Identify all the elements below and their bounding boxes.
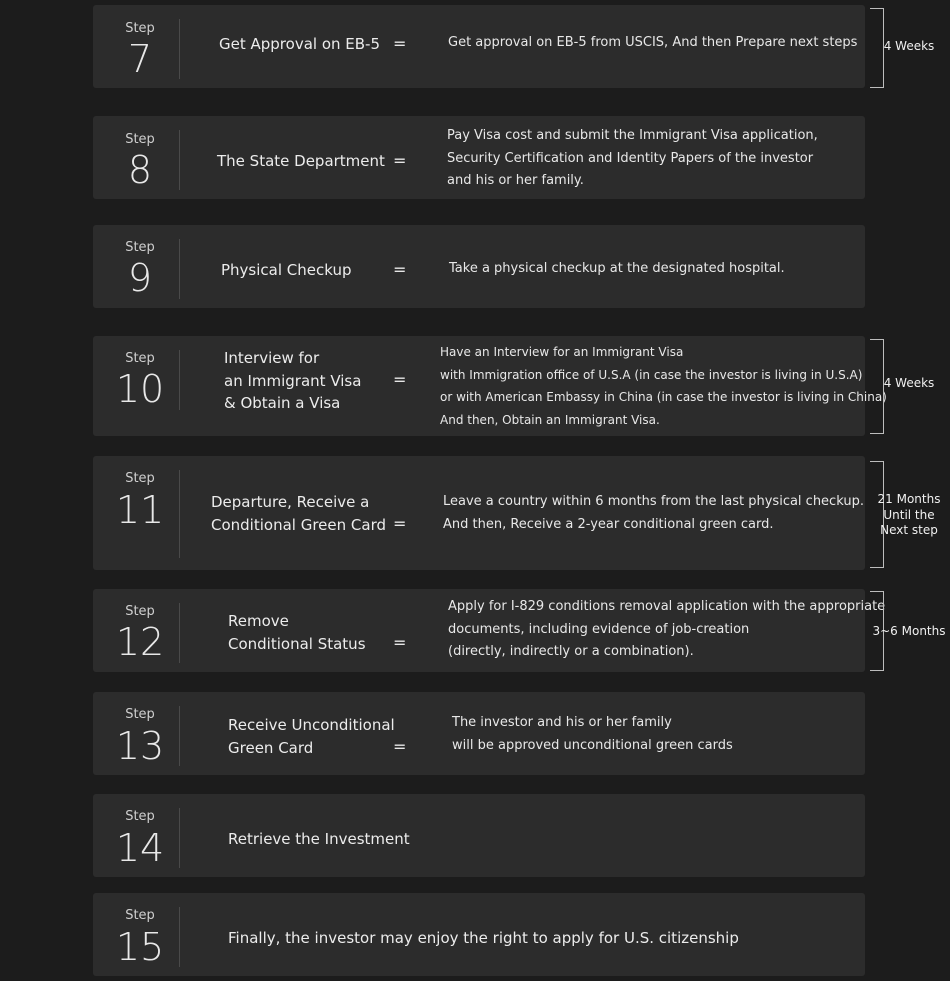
step-description: Have an Interview for an Immigrant Visa with Immigration office of U.S.A (in case the investor is living in U.S.A) or with American Embassy in China (in case the investor is living in China) And then, Obtain an Immigrant Visa. — [440, 345, 887, 427]
step-card-13 — [93, 692, 865, 775]
step-card-11 — [93, 456, 865, 570]
step-number: 8 — [127, 148, 153, 192]
equals-sign: = — [393, 260, 407, 279]
step-number: 9 — [127, 256, 153, 300]
step-number: 14 — [115, 826, 165, 870]
step-title: Receive Unconditional Green Card — [228, 716, 395, 757]
step-card-14 — [93, 794, 865, 877]
step-label: Step — [125, 132, 155, 147]
duration-text: 3~6 Months — [872, 624, 946, 638]
step-description: Take a physical checkup at the designated hospital. — [449, 261, 785, 276]
equals-sign: = — [393, 34, 407, 53]
step-title: Physical Checkup — [221, 261, 352, 279]
step-description: The investor and his or her family will be approved unconditional green cards — [452, 715, 733, 753]
step-description: Leave a country within 6 months from the last physical checkup. And then, Receive a 2-year conditional green card. — [443, 494, 864, 532]
step-divider — [179, 706, 180, 766]
step-number: 10 — [115, 367, 165, 411]
step-label: Step — [125, 908, 155, 923]
step-label: Step — [125, 604, 155, 619]
step-card-7 — [93, 5, 865, 88]
step-title: Remove Conditional Status — [228, 612, 366, 653]
equals-sign: = — [393, 737, 407, 756]
step-label: Step — [125, 21, 155, 36]
step-card-12 — [93, 589, 886, 672]
step-title: Retrieve the Investment — [228, 830, 410, 848]
step-number: 13 — [115, 724, 165, 768]
step-divider — [179, 470, 180, 558]
step-divider — [179, 907, 180, 967]
step-number: 12 — [115, 620, 165, 664]
step-divider — [179, 808, 180, 868]
equals-sign: = — [393, 633, 407, 652]
duration-text: 4 Weeks — [883, 39, 935, 53]
step-label: Step — [125, 351, 155, 366]
duration-text: 4 Weeks — [883, 376, 935, 390]
step-number: 11 — [115, 488, 165, 532]
equals-sign: = — [393, 514, 407, 533]
step-label: Step — [125, 240, 155, 255]
step-divider — [179, 350, 180, 410]
step-title: Finally, the investor may enjoy the right to apply for U.S. citizenship — [228, 929, 739, 947]
step-card-8 — [93, 116, 865, 199]
step-title: Departure, Receive a Conditional Green Card — [211, 493, 386, 534]
step-divider — [179, 130, 180, 190]
step-label: Step — [125, 707, 155, 722]
step-number: 15 — [115, 925, 165, 969]
step-divider — [179, 239, 180, 299]
step-card-10 — [93, 336, 887, 436]
step-description: Pay Visa cost and submit the Immigrant Visa application, Security Certification and Identity Papers of the investor and his or her family. — [447, 128, 818, 188]
equals-sign: = — [393, 151, 407, 170]
step-card-9 — [93, 225, 865, 308]
step-title: The State Department — [217, 152, 385, 170]
step-description: Apply for I-829 conditions removal application with the appropriate documents, including evidence of job-creation (directly, indirectly or a combination). — [448, 599, 886, 659]
step-description: Get approval on EB-5 from USCIS, And then Prepare next steps — [448, 35, 858, 50]
step-label: Step — [125, 471, 155, 486]
duration-text: 21 Months Until the Next step — [877, 492, 941, 537]
step-title: Get Approval on EB-5 — [219, 35, 381, 53]
step-number: 7 — [127, 37, 153, 81]
equals-sign: = — [393, 370, 407, 389]
step-card-15 — [93, 893, 865, 976]
step-title: Interview for an Immigrant Visa & Obtain a Visa — [224, 349, 362, 412]
step-label: Step — [125, 809, 155, 824]
step-divider — [179, 19, 180, 79]
step-divider — [179, 603, 180, 663]
